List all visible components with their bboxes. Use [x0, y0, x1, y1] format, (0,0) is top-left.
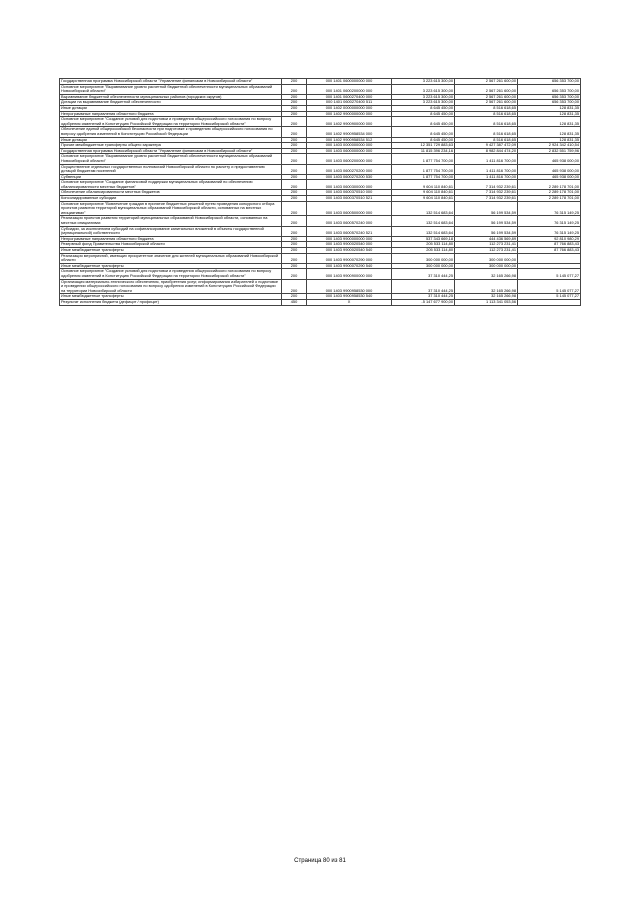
row-kbk-code-cell: X	[307, 299, 392, 305]
budget-table-container	[59, 78, 580, 306]
row-unexecuted-cell: 76 315 149,25	[518, 201, 581, 216]
row-approved-cell: 205 533 114,80	[392, 248, 455, 254]
row-kbk-code-cell: 000 1403 9900958530 540	[307, 294, 392, 300]
row-executed-cell: 300 000 000,00	[455, 253, 518, 263]
row-kbk-code-cell: 000 1403 0600570240 521	[307, 226, 392, 236]
row-kbk-code-cell: 000 1403 9900070290 540	[307, 263, 392, 269]
table-row	[60, 117, 581, 127]
row-kbk-code-cell: 000 1403 0000000000 000	[307, 143, 392, 149]
row-name-cell: Выравнивание бюджетной обеспеченности муниципальных районов (городских округов)	[60, 94, 282, 100]
row-name-cell: Дотации на выравнивание бюджетной обеспеченности	[60, 100, 282, 106]
row-line-code-cell: 200	[282, 143, 307, 149]
row-executed-cell: 56 199 534,59	[455, 226, 518, 236]
row-name-cell: Субсидии, за исключением субсидий на софинансирование капитальных вложений в объекты государственной (муниципальной) собственности	[60, 226, 282, 236]
row-name-cell: Государственная программа Новосибирской области "Управление финансами в Новосибирской области"	[60, 148, 282, 154]
row-name-cell: Основное мероприятие "Создание финансовой поддержки муниципальных образований по обеспечению сбалансированности местных бюджетов"	[60, 180, 282, 190]
row-line-code-cell: 450	[282, 299, 307, 305]
row-executed-cell: 8 516 618,65	[455, 105, 518, 111]
row-line-code-cell: 200	[282, 84, 307, 94]
row-executed-cell: 8 982 844 474,20	[455, 148, 518, 154]
row-name-cell: Основное мероприятие "Выравнивание уровня расчетной бюджетной обеспеченности муниципальных образований Новосибирской области"	[60, 84, 282, 94]
row-executed-cell: 9 427 387 472,09	[455, 143, 518, 149]
row-unexecuted-cell: 92 810 980,29	[518, 236, 581, 242]
row-approved-cell: 37 310 444,25	[392, 294, 455, 300]
row-name-cell: Иные межбюджетные трансферты	[60, 263, 282, 269]
row-unexecuted-cell: 128 831,35	[518, 117, 581, 127]
row-kbk-code-cell: 000 1403 9900000000 000	[307, 236, 392, 242]
row-unexecuted-cell: 76 315 149,25	[518, 216, 581, 226]
row-kbk-code-cell: 000 1403 0600270200 530	[307, 174, 392, 180]
row-line-code-cell: 200	[282, 216, 307, 226]
row-kbk-code-cell: 000 1403 0600570240 000	[307, 216, 392, 226]
row-approved-cell: 3 223 615 300,00	[392, 84, 455, 94]
row-executed-cell: 7 314 932 239,61	[455, 196, 518, 202]
row-line-code-cell: 200	[282, 248, 307, 254]
row-name-cell: Резервный фонд Правительства Новосибирской области	[60, 242, 282, 248]
row-line-code-cell: 200	[282, 174, 307, 180]
row-name-cell: Основное мероприятие "Выравнивание уровня расчетной бюджетной обеспеченности муниципальных образований Новосибирской области"	[60, 154, 282, 164]
row-approved-cell: 1 877 754 700,00	[392, 164, 455, 174]
table-row	[60, 180, 581, 190]
row-kbk-code-cell: 000 1401 0600000000 000	[307, 79, 392, 85]
row-approved-cell: 3 223 615 300,00	[392, 100, 455, 106]
row-approved-cell: 537 343 669,18	[392, 236, 455, 242]
row-unexecuted-cell: 87 766 883,43	[518, 242, 581, 248]
table-row	[60, 279, 581, 294]
row-line-code-cell: 200	[282, 127, 307, 137]
row-unexecuted-cell: 5 145 077,27	[518, 269, 581, 279]
row-unexecuted-cell: 656 353 700,00	[518, 79, 581, 85]
row-executed-cell: 8 516 618,65	[455, 137, 518, 143]
row-name-cell: Реализация проектов развития территорий муниципальных образований Новосибирской области, основанных на местных инициативах	[60, 216, 282, 226]
row-executed-cell: 300 000 000,00	[455, 263, 518, 269]
row-approved-cell: 8 645 450,00	[392, 117, 455, 127]
row-name-cell: Непрограммные направления областного бюджета	[60, 111, 282, 117]
row-unexecuted-cell: 5 145 077,27	[518, 294, 581, 300]
row-line-code-cell: 200	[282, 117, 307, 127]
row-line-code-cell: 200	[282, 100, 307, 106]
row-approved-cell: 132 514 683,64	[392, 226, 455, 236]
row-kbk-code-cell: 000 1402 9900000000 000	[307, 111, 392, 117]
row-kbk-code-cell: 000 1403 9900020540 000	[307, 242, 392, 248]
row-unexecuted-cell	[518, 253, 581, 263]
row-name-cell: Реализация мероприятий, имеющих приоритетное значение для жителей муниципальных образований Новосибирской области	[60, 253, 282, 263]
row-executed-cell: 444 436 569,89	[455, 236, 518, 242]
row-unexecuted-cell: 465 938 000,00	[518, 174, 581, 180]
row-executed-cell: 112 273 231,41	[455, 242, 518, 248]
row-approved-cell: 9 604 110 840,61	[392, 196, 455, 202]
row-executed-cell: 32 165 266,98	[455, 269, 518, 279]
row-approved-cell: 8 645 450,00	[392, 127, 455, 137]
row-approved-cell: 8 645 450,00	[392, 111, 455, 117]
row-approved-cell: 132 514 683,64	[392, 201, 455, 216]
row-executed-cell: 1 113 341 053,56	[455, 299, 518, 305]
budget-execution-table	[59, 78, 581, 306]
row-executed-cell: 8 516 618,65	[455, 127, 518, 137]
row-unexecuted-cell: 2 289 178 701,00	[518, 180, 581, 190]
row-name-cell: Основное мероприятие "Создание условий для подготовки и проведения общероссийского голосования по вопросу одобрения изменений в Конституцию Российской Федерации на территории Новосибирской области"	[60, 117, 282, 127]
row-approved-cell: 1 877 754 700,00	[392, 174, 455, 180]
table-row	[60, 299, 581, 305]
row-approved-cell: 8 645 450,00	[392, 137, 455, 143]
row-executed-cell: 8 516 618,65	[455, 111, 518, 117]
table-row	[60, 84, 581, 94]
row-approved-cell: 1 877 754 700,00	[392, 154, 455, 164]
table-row	[60, 127, 581, 137]
row-unexecuted-cell: 656 353 700,00	[518, 94, 581, 100]
row-approved-cell: 37 310 444,25	[392, 269, 455, 279]
row-approved-cell: 8 645 450,00	[392, 105, 455, 111]
row-line-code-cell: 200	[282, 201, 307, 216]
row-line-code-cell: 200	[282, 269, 307, 279]
row-kbk-code-cell: 000 1403 9900958530 000	[307, 279, 392, 294]
table-row	[60, 154, 581, 164]
table-row	[60, 253, 581, 263]
row-executed-cell: 32 165 266,98	[455, 279, 518, 294]
row-approved-cell: 11 815 396 234,16	[392, 148, 455, 154]
row-line-code-cell: 200	[282, 242, 307, 248]
row-name-cell: Иные дотации	[60, 105, 282, 111]
row-name-cell: Основное мероприятие "Вовлечение граждан в принятие бюджетных решений путем проведения конкурсного отбора проектов развития территорий муниципальных образований Новосибирской области, основанных на местных инициативах"	[60, 201, 282, 216]
row-unexecuted-cell: 128 831,35	[518, 111, 581, 117]
row-line-code-cell: 200	[282, 154, 307, 164]
row-name-cell: Организация материально-технического обеспечения, приобретения услуг, информирования избирателей о подготовке и проведении общероссийского голосования по вопросу одобрения изменений в Конституцию Российской Федерации на территории Новосибирской области	[60, 279, 282, 294]
row-name-cell: Осуществление отдельных государственных полномочий Новосибирской области по расчету и предоставлению дотаций бюджетам поселений	[60, 164, 282, 174]
row-name-cell: Обеспечение сбалансированности местных бюджетов	[60, 190, 282, 196]
row-kbk-code-cell: 000 1402 0000000000 000	[307, 105, 392, 111]
row-name-cell: Государственная программа Новосибирской области "Управление финансами в Новосибирской области"	[60, 79, 282, 85]
row-line-code-cell: 200	[282, 111, 307, 117]
table-row	[60, 201, 581, 216]
row-name-cell: Иные дотации	[60, 137, 282, 143]
row-line-code-cell: 200	[282, 190, 307, 196]
row-executed-cell: 7 314 932 239,61	[455, 180, 518, 190]
row-approved-cell: 3 223 615 300,00	[392, 79, 455, 85]
row-name-cell: Иные межбюджетные трансферты	[60, 294, 282, 300]
row-name-cell: Основное мероприятие "Создание условий для подготовки и проведения общероссийского голосования по вопросу одобрения изменений в Конституцию Российской Федерации на территории Новосибирской области"	[60, 269, 282, 279]
row-name-cell: Обеспечение единой общероссийской безопасности при подготовке к проведению общероссийского голосования по вопросу одобрения изменений в Конституцию Российской Федерации	[60, 127, 282, 137]
row-executed-cell: 32 165 266,98	[455, 294, 518, 300]
row-approved-cell: -5 147 677 900,00	[392, 299, 455, 305]
row-line-code-cell: 200	[282, 263, 307, 269]
row-kbk-code-cell: 000 1403 0600000000 000	[307, 148, 392, 154]
row-kbk-code-cell: 000 1403 0600270200 000	[307, 164, 392, 174]
row-line-code-cell: 200	[282, 94, 307, 100]
row-unexecuted-cell: 128 831,35	[518, 137, 581, 143]
row-approved-cell: 3 223 615 300,00	[392, 94, 455, 100]
row-executed-cell: 1 411 816 700,00	[455, 164, 518, 174]
row-executed-cell: 112 273 231,41	[455, 248, 518, 254]
row-unexecuted-cell: 128 831,35	[518, 105, 581, 111]
row-executed-cell: 2 567 261 600,00	[455, 94, 518, 100]
row-line-code-cell: 200	[282, 236, 307, 242]
row-name-cell: Консолидированные субсидии	[60, 196, 282, 202]
row-executed-cell: 1 411 816 700,00	[455, 174, 518, 180]
row-unexecuted-cell: 465 938 000,00	[518, 154, 581, 164]
row-unexecuted-cell: 2 832 551 759,96	[518, 148, 581, 154]
row-executed-cell: 56 199 534,59	[455, 216, 518, 226]
row-approved-cell: 12 351 729 883,63	[392, 143, 455, 149]
row-unexecuted-cell: 128 831,35	[518, 127, 581, 137]
row-executed-cell: 1 411 816 700,00	[455, 154, 518, 164]
page-number: Страница 80 из 81	[294, 858, 346, 864]
row-kbk-code-cell: 000 1401 0600270400 511	[307, 100, 392, 106]
row-approved-cell: 300 000 000,00	[392, 263, 455, 269]
row-unexecuted-cell: 465 938 000,00	[518, 164, 581, 174]
row-line-code-cell: 200	[282, 279, 307, 294]
row-line-code-cell: 200	[282, 105, 307, 111]
row-unexecuted-cell: 656 353 700,00	[518, 84, 581, 94]
row-unexecuted-cell: 2 289 178 701,00	[518, 196, 581, 202]
row-kbk-code-cell: 000 1402 9900958534 000	[307, 127, 392, 137]
row-approved-cell: 9 604 110 840,61	[392, 190, 455, 196]
row-line-code-cell: 200	[282, 294, 307, 300]
row-executed-cell: 56 199 534,59	[455, 201, 518, 216]
row-name-cell: Субвенции	[60, 174, 282, 180]
row-unexecuted-cell: 5 145 077,27	[518, 279, 581, 294]
row-kbk-code-cell: 000 1403 0600300000 000	[307, 180, 392, 190]
row-kbk-code-cell: 000 1401 0600270400 000	[307, 94, 392, 100]
row-line-code-cell: 200	[282, 164, 307, 174]
row-kbk-code-cell: 000 1403 0600370510 521	[307, 196, 392, 202]
row-name-cell: Прочие межбюджетные трансферты общего характера	[60, 143, 282, 149]
row-kbk-code-cell: 000 1403 9900070290 000	[307, 253, 392, 263]
row-approved-cell: 9 604 110 840,61	[392, 180, 455, 190]
row-kbk-code-cell: 000 1403 0600200000 000	[307, 154, 392, 164]
row-approved-cell: 37 310 444,25	[392, 279, 455, 294]
row-approved-cell: 205 533 114,80	[392, 242, 455, 248]
row-name-cell: Непрограммные направления областного бюджета	[60, 236, 282, 242]
row-executed-cell: 2 567 261 600,00	[455, 84, 518, 94]
row-line-code-cell: 200	[282, 196, 307, 202]
row-line-code-cell: 200	[282, 79, 307, 85]
table-row	[60, 164, 581, 174]
row-kbk-code-cell: 000 1403 0600500000 000	[307, 201, 392, 216]
row-kbk-code-cell: 000 1402 9900900000 000	[307, 117, 392, 127]
row-unexecuted-cell: 76 315 149,25	[518, 226, 581, 236]
row-line-code-cell: 200	[282, 180, 307, 190]
row-approved-cell: 300 000 000,00	[392, 253, 455, 263]
row-kbk-code-cell: 000 1403 9900900000 000	[307, 269, 392, 279]
row-kbk-code-cell: 000 1401 0600200000 000	[307, 84, 392, 94]
row-kbk-code-cell: 000 1402 9900958534 512	[307, 137, 392, 143]
row-approved-cell: 132 514 683,64	[392, 216, 455, 226]
row-name-cell: Иные межбюджетные трансферты	[60, 248, 282, 254]
table-row	[60, 269, 581, 279]
row-unexecuted-cell: 87 766 883,43	[518, 248, 581, 254]
row-executed-cell: 8 516 618,65	[455, 117, 518, 127]
row-unexecuted-cell: 2 924 342 410,54	[518, 143, 581, 149]
row-unexecuted-cell: 2 289 178 701,00	[518, 190, 581, 196]
row-unexecuted-cell: 656 353 700,00	[518, 100, 581, 106]
table-body	[60, 79, 581, 306]
table-row	[60, 216, 581, 226]
row-line-code-cell: 200	[282, 253, 307, 263]
row-line-code-cell: 200	[282, 137, 307, 143]
row-kbk-code-cell: 000 1403 0600370510 000	[307, 190, 392, 196]
row-unexecuted-cell	[518, 299, 581, 305]
row-line-code-cell: 200	[282, 148, 307, 154]
row-executed-cell: 2 567 261 600,00	[455, 100, 518, 106]
row-executed-cell: 7 314 932 239,61	[455, 190, 518, 196]
table-row	[60, 226, 581, 236]
row-line-code-cell: 200	[282, 226, 307, 236]
row-name-cell: Результат исполнения бюджета (дефицит / профицит)	[60, 299, 282, 305]
row-executed-cell: 2 567 261 600,00	[455, 79, 518, 85]
row-kbk-code-cell: 000 1403 9900020540 540	[307, 248, 392, 254]
